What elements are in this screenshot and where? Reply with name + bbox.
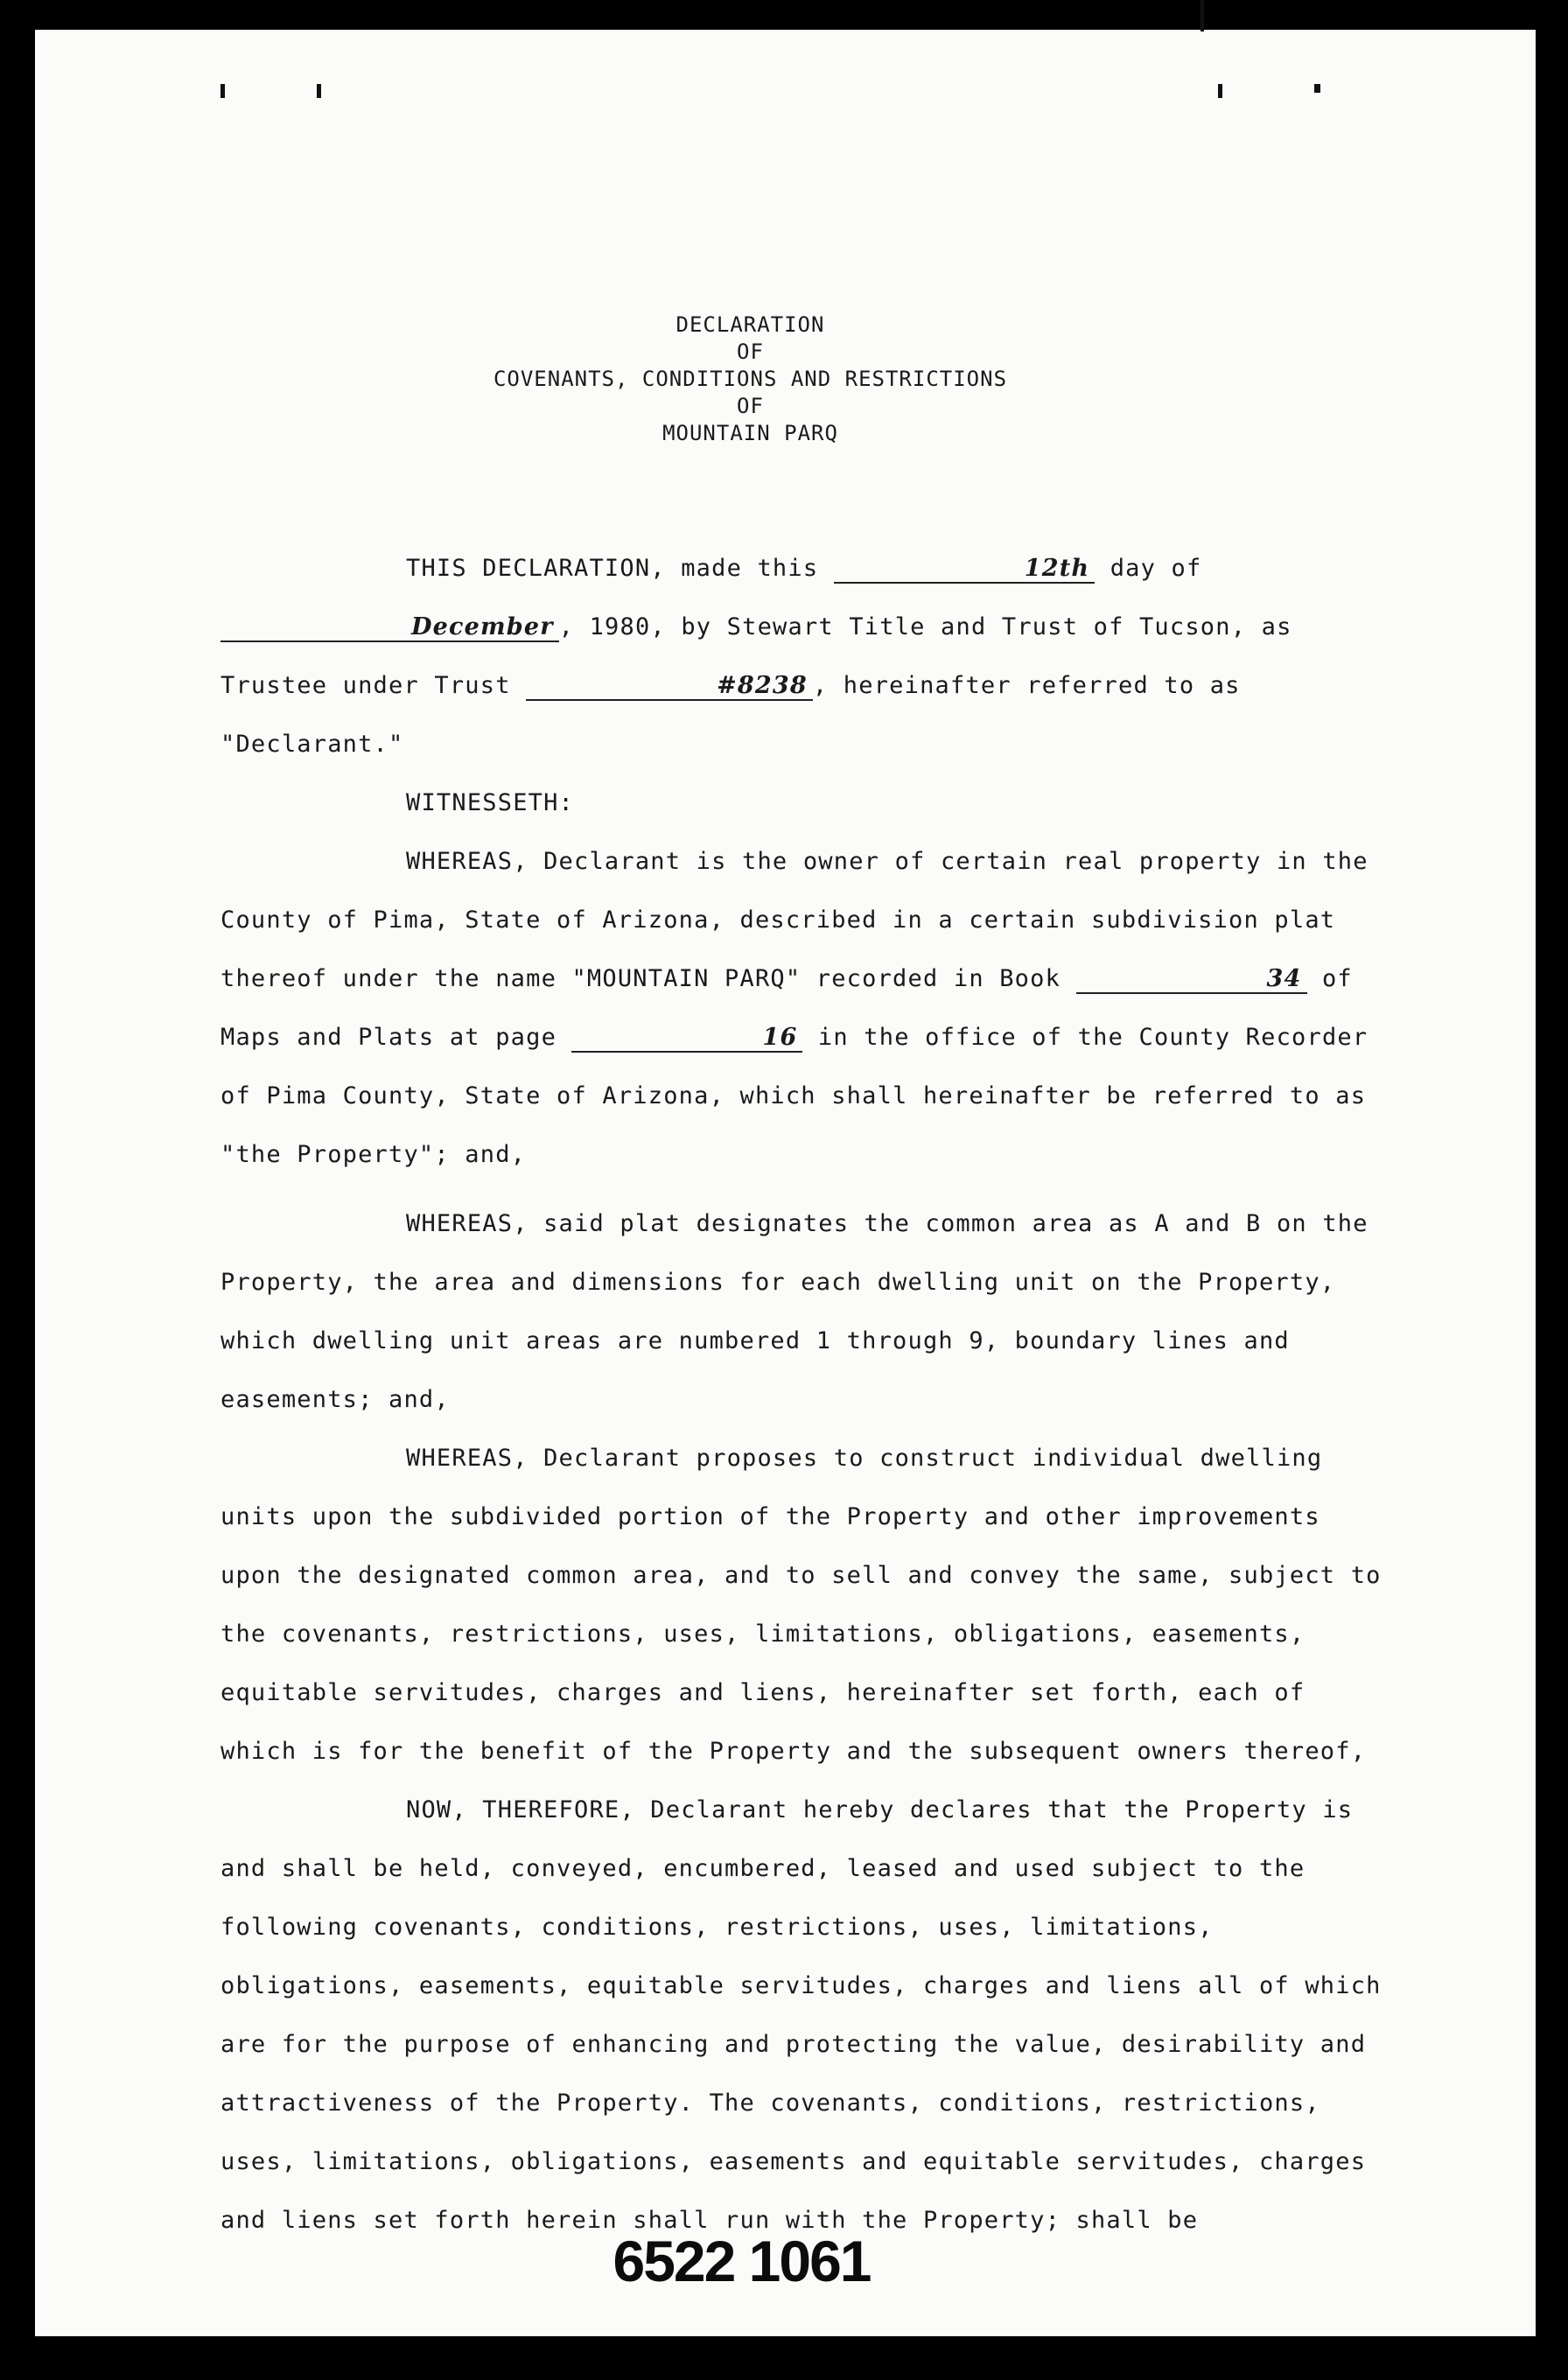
document-title (35, 312, 1536, 447)
recording-number: 6522 1061 (612, 2229, 871, 2293)
whereas1-text-3: in the office of the County Recorder of Pima County, State of Arizona, which shall hereinafter be referred to as "the Property"; and, (220, 1024, 1368, 1168)
handwritten-trust-number: #8238 (526, 673, 813, 701)
whereas-paragraph-2: WHEREAS, said plat designates the common area as A and B on the Property, the area and dimensions for each dwelling unit on the Property, which dwelling unit areas are numbered 1 through 9, boundary lines and easements; and, (220, 1210, 1368, 1413)
whereas1-text-2: of Maps and Plats at page (220, 965, 1353, 1051)
handwritten-day: 12th (834, 556, 1095, 584)
document-body (220, 539, 1393, 2250)
document-page (35, 30, 1536, 2336)
intro-text-4: , hereinafter referred to as "Declarant." (220, 672, 1241, 758)
title-line-2: OF (737, 340, 764, 364)
intro-text-3: , 1980, by Stewart Title and Trust of Tucson, as Trustee under Trust (220, 613, 1292, 699)
scan-edge-mark (1200, 0, 1204, 32)
whereas1-text-1: WHEREAS, Declarant is the owner of certain real property in the County of Pima, State of Arizona, described in a certain subdivision plat thereof under the name "MOUNTAIN PARQ" recorded in Book (220, 848, 1368, 992)
punch-mark-3 (1218, 84, 1222, 98)
scan-edge-mark (1536, 1470, 1568, 1645)
handwritten-month: December (220, 614, 559, 642)
now-therefore-paragraph: NOW, THEREFORE, Declarant hereby declares that the Property is and shall be held, conveyed, encumbered, leased and used subject to the following covenants, conditions, restrictions, uses, limitations, obligations, easements, equitable servitudes, charges and liens all of which are for the purpose of enhancing and protecting the value, desirability and attractiveness of the Property. The covenants, conditions, restrictions, uses, limitations, obligations, easements and equitable servitudes, charges and liens set forth herein shall run with the Property; shall be (220, 1796, 1382, 2234)
witnesseth-heading: WITNESSETH: (406, 789, 575, 816)
intro-text-2: day of (1095, 555, 1202, 582)
whereas-paragraph-3: WHEREAS, Declarant proposes to construct individual dwelling units upon the subdivided portion of the Property and other improvements upon the designated common area, and to sell and convey the same, subject to the covenants, restrictions, uses, limitations, obligations, easements, equitable servitudes, charges and liens, hereinafter set forth, each of which is for the benefit of the Property and the subsequent owners thereof, (220, 1445, 1382, 1765)
title-line-4: OF (737, 394, 764, 418)
title-line-5: MOUNTAIN PARQ (662, 421, 838, 445)
intro-text-1: THIS DECLARATION, made this (406, 555, 834, 582)
punch-mark-2 (317, 84, 321, 98)
title-line-1: DECLARATION (676, 312, 825, 337)
handwritten-book-number: 34 (1076, 966, 1307, 994)
handwritten-page-number: 16 (571, 1025, 802, 1053)
whereas-paragraph-1 (220, 832, 1393, 1184)
punch-mark-1 (220, 84, 225, 98)
intro-paragraph (220, 539, 1393, 774)
punch-mark-4 (1314, 84, 1320, 93)
title-line-3: COVENANTS, CONDITIONS AND RESTRICTIONS (493, 367, 1008, 391)
